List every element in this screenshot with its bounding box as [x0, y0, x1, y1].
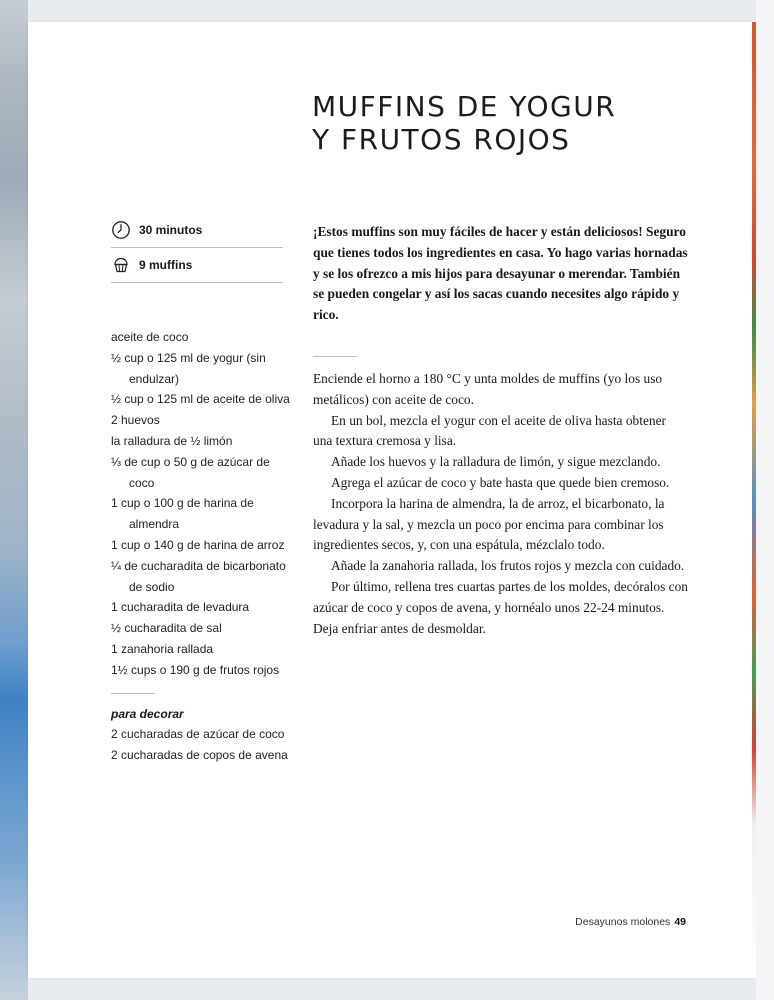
method-steps [313, 369, 688, 639]
time-label: 30 minutos [139, 223, 203, 237]
method-step: Añade la zanahoria rallada, los frutos rojos y mezcla con cuidado. [331, 558, 685, 574]
decorate-item: 2 cucharadas de azúcar de coco [111, 727, 285, 742]
ingredients-divider [111, 693, 155, 694]
ingredient-item: 1½ cups o 190 g de frutos rojos [111, 662, 280, 677]
ingredients-list [111, 327, 291, 766]
decorate-heading: para decorar [111, 706, 184, 721]
clock-icon [111, 220, 131, 240]
decorate-item: 2 cucharadas de copos de avena [111, 748, 288, 763]
servings-label: 9 muffins [139, 258, 193, 272]
ingredient-item: 1 cucharadita de levadura [111, 600, 250, 615]
ingredient-item: la ralladura de ½ limón [111, 433, 233, 448]
footer-section: Desayunos molones [575, 916, 671, 928]
right-background [756, 0, 774, 1000]
background-photo-edge [0, 0, 28, 1000]
method-step: Por último, rellena tres cuartas partes de los moldes, decóralos con azúcar de coco y copos de avena, y hornéalo unos 22-24 minutos. Deja enfriar antes de desmoldar. [313, 578, 688, 636]
ingredient-item: aceite de coco [111, 330, 189, 344]
muffin-icon [111, 255, 131, 275]
method-step: Agrega el azúcar de coco y bate hasta que quede bien cremoso. [331, 474, 670, 490]
ingredient-item: ¼ de cucharadita de bicarbonato de sodio [111, 558, 286, 594]
method-step: En un bol, mezcla el yogur con el aceite de oliva hasta obtener una textura cremosa y lisa. [313, 412, 667, 449]
ingredient-item: 1 zanahoria rallada [111, 641, 214, 656]
ingredient-item: 2 huevos [111, 413, 160, 428]
time-row [111, 213, 283, 247]
title-line-1: MUFFINS DE YOGUR [312, 90, 617, 123]
recipe-meta [111, 213, 283, 283]
meta-divider [111, 282, 283, 283]
page-number: 49 [674, 916, 686, 928]
recipe-intro: ¡Estos muffins son muy fáciles de hacer y están deliciosos! Seguro que tienes todos los ingredientes en casa. Yo hago varias hornadas y se los ofrezco a mis hijos para desayunar o merendar. También se pueden congelar y así los sacas cuando necesites algo rápido y rico. [313, 224, 688, 323]
ingredient-item: 1 cup o 140 g de harina de arroz [111, 537, 285, 552]
intro-divider [313, 356, 357, 357]
method-step: Enciende el horno a 180 °C y unta moldes de muffins (yo los uso metálicos) con aceite de coco. [313, 371, 663, 407]
recipe-title [312, 90, 732, 156]
ingredient-item: ½ cup o 125 ml de aceite de oliva [111, 392, 290, 407]
method-step: Incorpora la harina de almendra, la de arroz, el bicarbonato, la levadura y la sal, y mezcla un poco por encima para combinar los ingredientes secos, y, con una espátula, mézclalo todo. [313, 495, 665, 553]
ingredient-item: ½ cucharadita de sal [111, 621, 222, 636]
ingredient-item: 1 cup o 100 g de harina de almendra [111, 496, 254, 532]
title-line-2: Y FRUTOS ROJOS [312, 123, 571, 156]
servings-row [111, 248, 283, 282]
method-step: Añade los huevos y la ralladura de limón, y sigue mezclando. [331, 454, 661, 470]
ingredient-item: ⅓ de cup o 50 g de azúcar de coco [111, 454, 270, 490]
page-footer [540, 916, 686, 928]
ingredient-item: ½ cup o 125 ml de yogur (sin endulzar) [111, 350, 266, 386]
